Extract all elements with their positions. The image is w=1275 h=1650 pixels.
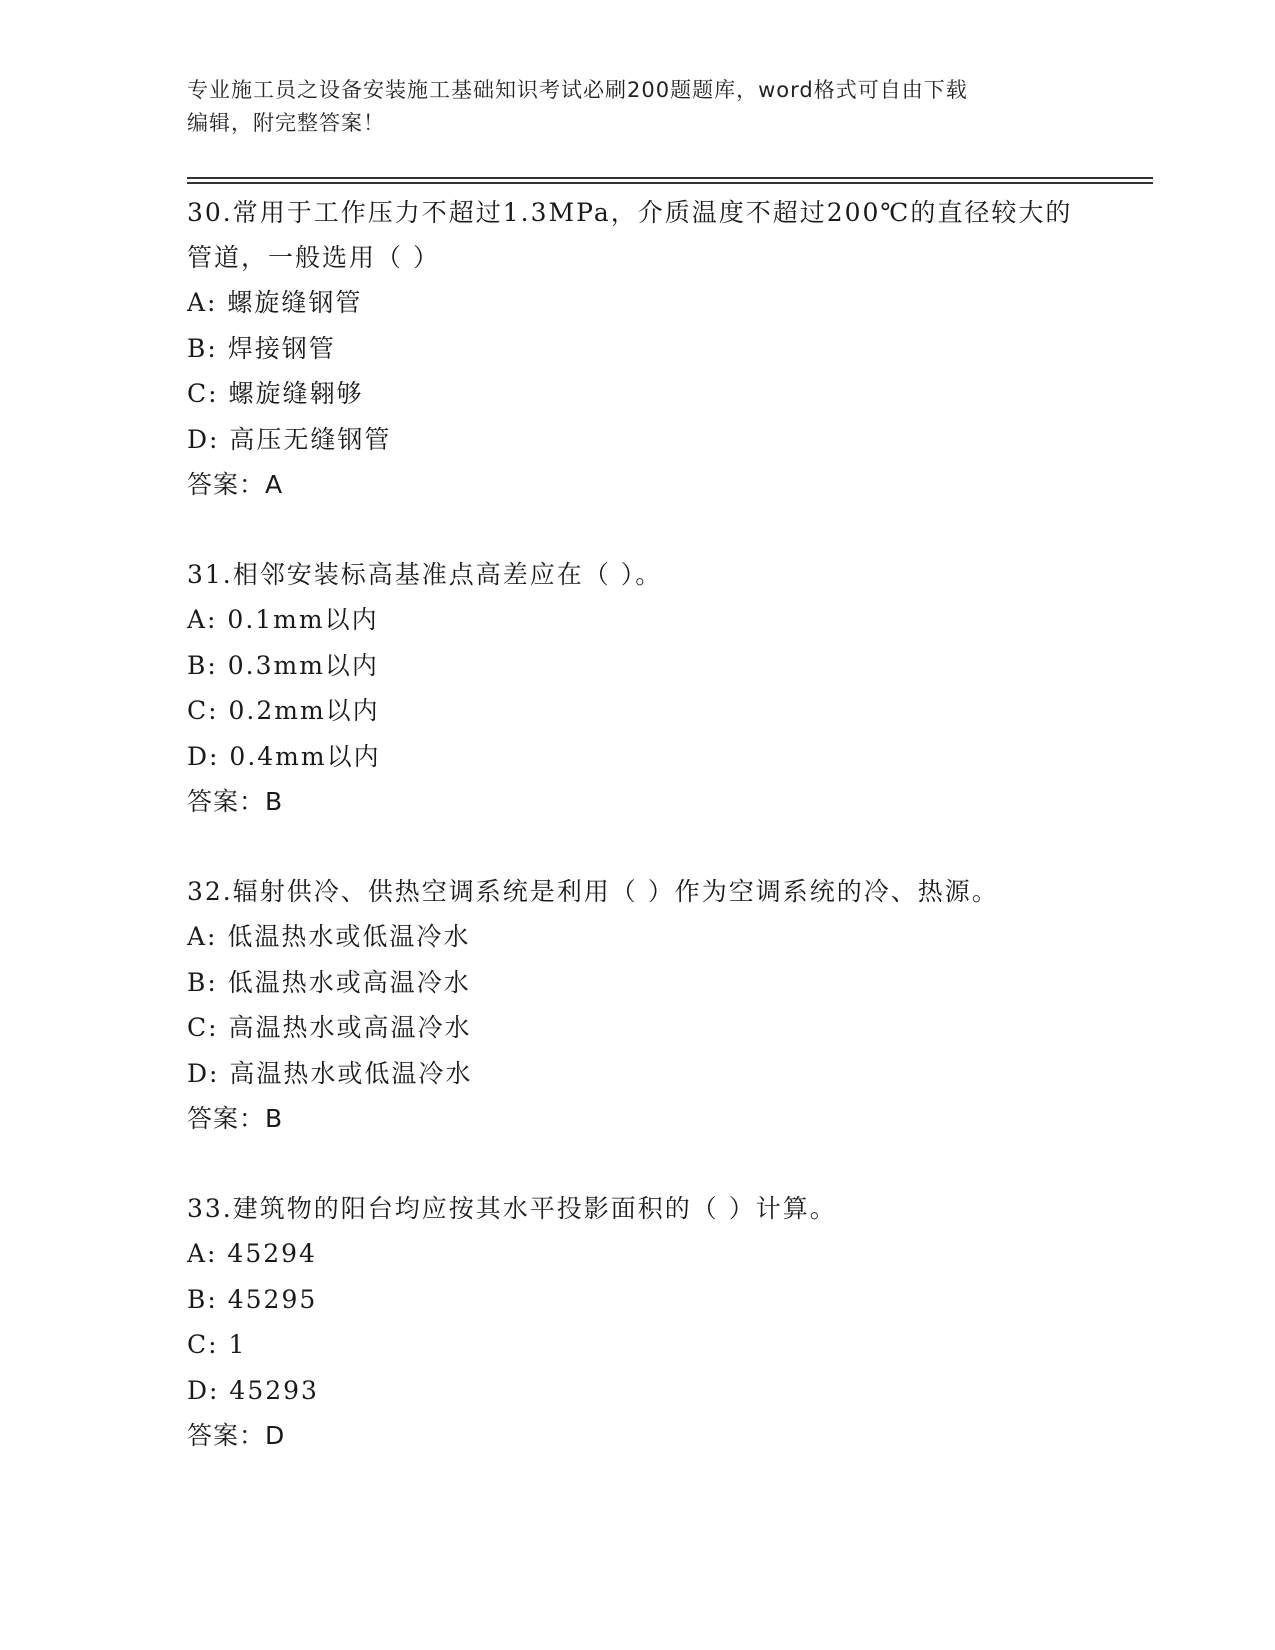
header-line-1: 专业施工员之设备安装施工基础知识考试必刷200题题库，word格式可自由下载 (187, 78, 968, 102)
option-d: D: 高温热水或低温冷水 (187, 1058, 473, 1088)
answer: 答案：B (187, 787, 284, 816)
option-d: D: 高压无缝钢管 (187, 424, 392, 454)
question-list (187, 190, 1087, 1458)
option-a: A: 低温热水或低温冷水 (187, 922, 471, 951)
header-line-2: 编辑，附完整答案！ (187, 111, 385, 135)
question-30 (187, 190, 1087, 507)
question-spacer (187, 1141, 1087, 1186)
option-c: C: 高温热水或高温冷水 (187, 1013, 472, 1042)
page-header (187, 74, 1067, 140)
option-d: D: 45293 (187, 1375, 319, 1405)
answer: 答案：D (187, 1421, 286, 1450)
question-text: 30.常用于工作压力不超过1.3MPa，介质温度不超过200℃的直径较大的管道，一般选用（ ） (187, 198, 1073, 272)
option-a: A: 45294 (187, 1239, 317, 1268)
question-32 (187, 869, 1087, 1141)
question-text: 32.辐射供冷、供热空调系统是利用（ ）作为空调系统的冷、热源。 (187, 877, 999, 906)
answer: 答案：A (187, 470, 284, 499)
question-33 (187, 1186, 1087, 1458)
option-a: A: 螺旋缝钢管 (187, 288, 363, 317)
option-b: B: 0.3mm以内 (187, 650, 379, 680)
answer: 答案：B (187, 1104, 284, 1133)
question-spacer (187, 507, 1087, 552)
question-spacer (187, 824, 1087, 869)
question-31 (187, 552, 1087, 824)
option-d: D: 0.4mm以内 (187, 741, 381, 771)
option-c: C: 螺旋缝翱够 (187, 379, 364, 408)
option-b: B: 低温热水或高温冷水 (187, 967, 471, 997)
question-text: 33.建筑物的阳台均应按其水平投影面积的（ ）计算。 (187, 1194, 837, 1223)
option-c: C: 0.2mm以内 (187, 696, 380, 725)
question-text: 31.相邻安装标高基准点高差应在（ ）。 (187, 560, 663, 589)
option-b: B: 焊接钢管 (187, 333, 336, 363)
option-c: C: 1 (187, 1330, 247, 1359)
option-a: A: 0.1mm以内 (187, 605, 379, 634)
header-divider-bottom (187, 182, 1153, 184)
header-divider-top (187, 177, 1153, 179)
option-b: B: 45295 (187, 1284, 318, 1314)
